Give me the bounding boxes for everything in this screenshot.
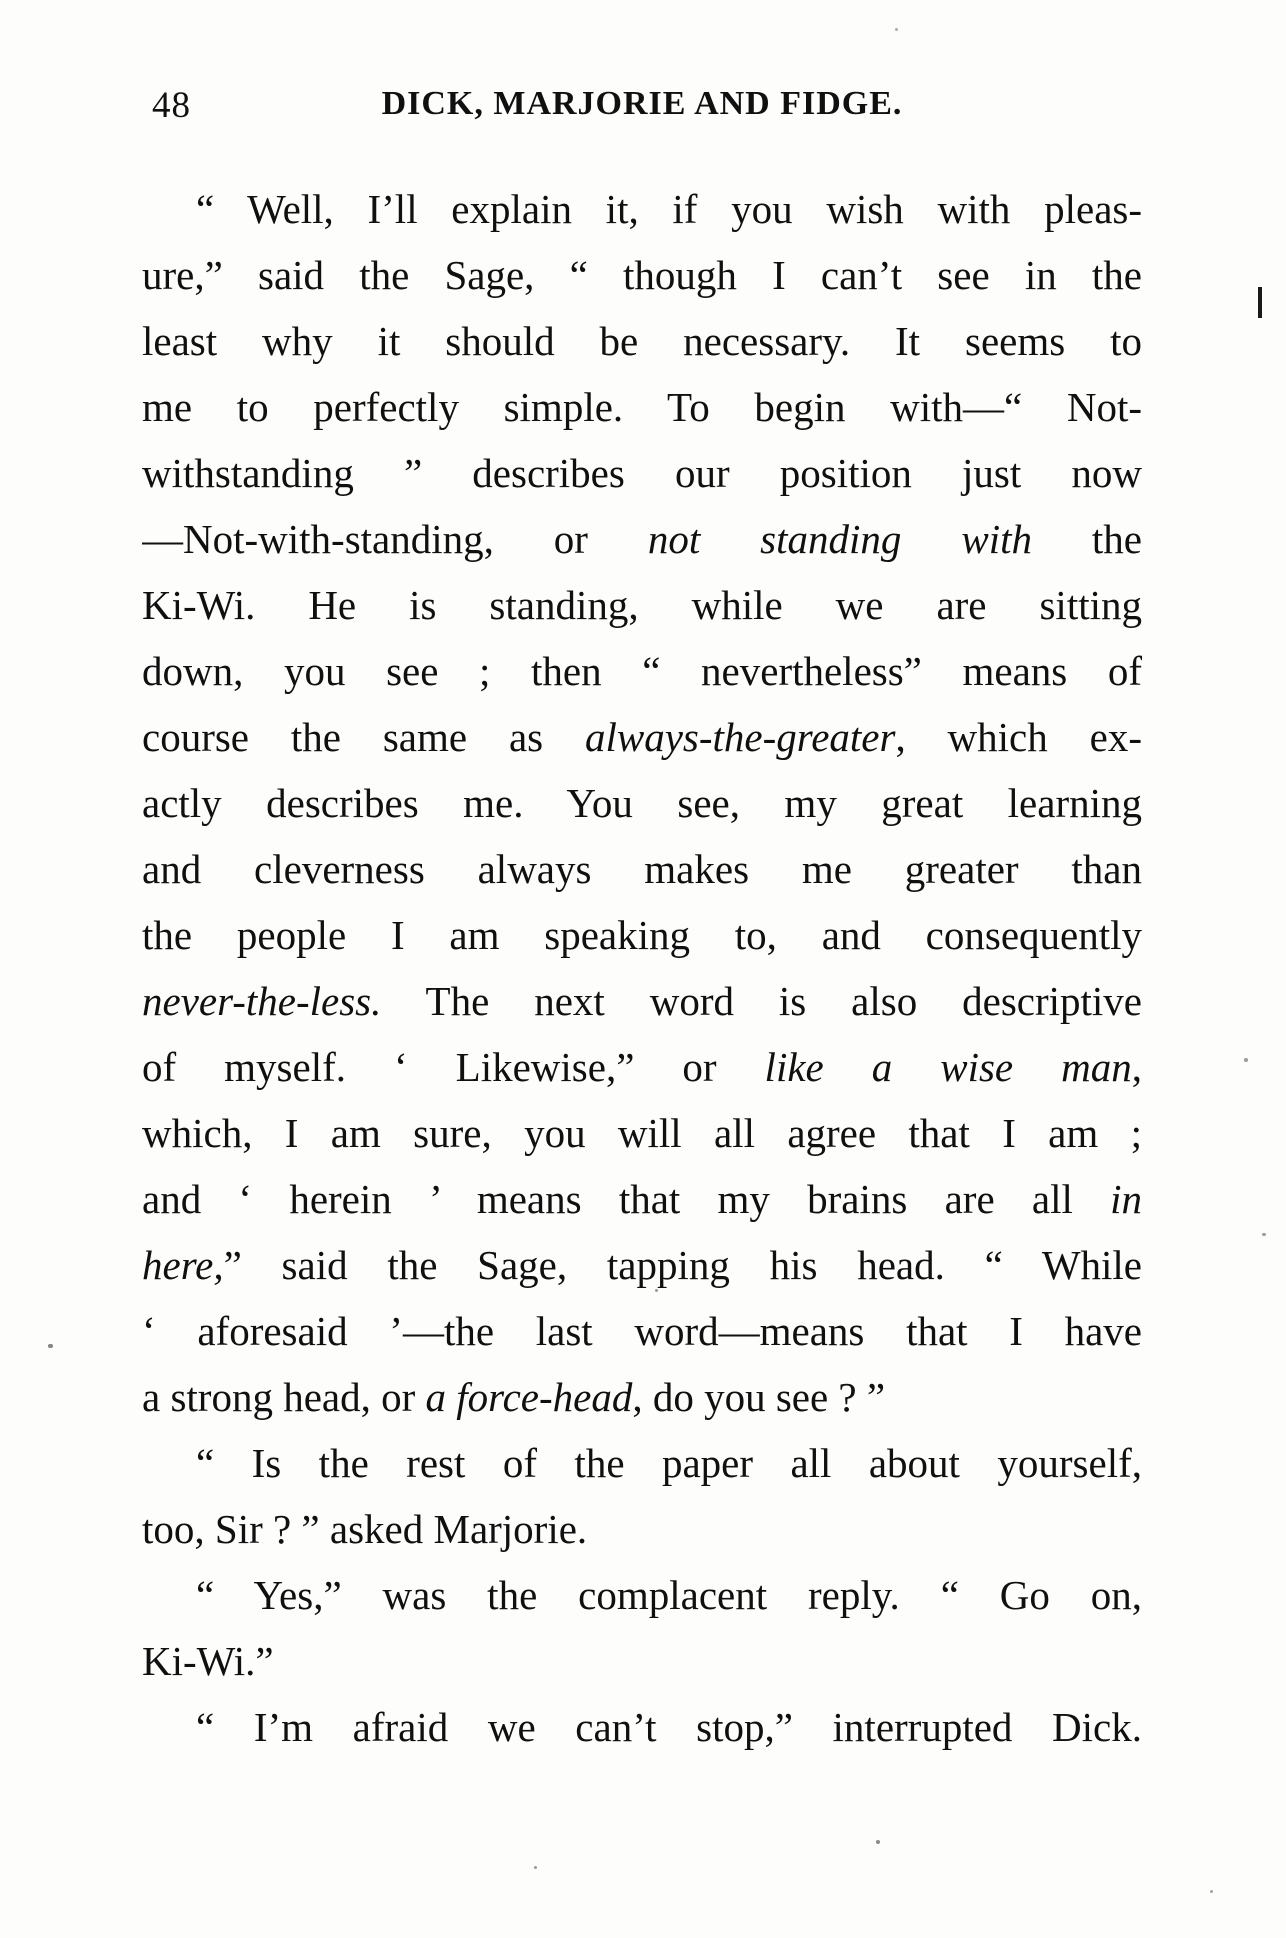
scan-speck [655,1289,658,1292]
text-line [142,506,1142,572]
text-run: , do you see ? ” [632,1374,886,1420]
text-line [142,1034,1142,1100]
text-line [142,902,1142,968]
text-run: a strong head, or [142,1374,426,1420]
text-run: The next word is also descriptive [381,978,1142,1024]
text-run: the [1031,516,1142,562]
text-run: ” said the Sage, tapping his head. “ While [223,1242,1142,1288]
text-run: and ‘ herein ’ means that my brains are all [142,1176,1111,1222]
italic-text: never-the-less. [142,978,382,1024]
scan-speck [534,1866,537,1869]
text-line [142,308,1142,374]
body-text [142,176,1142,1760]
text-run: —Not-with-standing, or [142,516,648,562]
text-line [142,704,1142,770]
text-run: “ I’m afraid we can’t stop,” interrupted Dick. [196,1704,1142,1750]
text-line [142,1166,1142,1232]
text-run: which, I am sure, you will all agree that I am ; [142,1110,1142,1156]
text-run: “ Yes,” was the complacent reply. “ Go on, [196,1572,1142,1618]
text-run: “ Is the rest of the paper all about yourself, [196,1440,1142,1486]
text-run: Ki-Wi.” [142,1638,274,1684]
text-line [142,968,1142,1034]
text-run: least why it should be necessary. It seems to [142,318,1142,364]
scan-speck [895,28,898,31]
text-line [142,836,1142,902]
text-line [142,1430,1142,1496]
text-line [142,1298,1142,1364]
running-title: DICK, MARJORIE AND FIDGE. [381,85,903,122]
text-line [142,638,1142,704]
scan-speck [1262,1233,1266,1236]
scan-stray-mark [1258,287,1262,318]
text-run: down, you see ; then “ nevertheless” means of [142,648,1142,694]
text-run: me to perfectly simple. To begin with—“ Not- [142,384,1142,430]
scan-speck [876,1840,880,1844]
italic-text: always-the-greater [584,714,896,760]
text-line [142,572,1142,638]
text-run: course the same as [142,714,585,760]
text-line [142,1232,1142,1298]
text-line [142,374,1142,440]
scan-speck [48,1344,53,1348]
italic-text: a force-head [425,1374,633,1420]
scan-speck [1244,1058,1248,1062]
text-run: actly describes me. You see, my great learning [142,780,1142,826]
scan-speck [1210,1890,1213,1893]
italic-text: not standing with [647,516,1032,562]
page-number: 48 [152,85,191,126]
text-line [142,176,1142,242]
text-line [142,1694,1142,1760]
italic-text: like a wise man [764,1044,1132,1090]
paragraph [142,1562,1142,1694]
text-run: too, Sir ? ” asked Marjorie. [142,1506,588,1552]
text-line [142,1100,1142,1166]
text-run: “ Well, I’ll explain it, if you wish with pleas- [196,186,1142,232]
text-line [142,770,1142,836]
text-run: and cleverness always makes me greater than [142,846,1142,892]
text-run: Ki-Wi. He is standing, while we are sitting [142,582,1142,628]
text-line [142,1496,1142,1562]
paragraph [142,176,1142,1430]
text-line [142,1562,1142,1628]
paragraph [142,1430,1142,1562]
text-line [142,1628,1142,1694]
italic-text: in [1110,1176,1142,1222]
text-run: the people I am speaking to, and consequently [142,912,1142,958]
page-header [142,84,1142,128]
text-run: ure,” said the Sage, “ though I can’t see in the [142,252,1142,298]
text-line [142,242,1142,308]
text-run: ‘ aforesaid ’—the last word—means that I have [142,1308,1142,1354]
text-run: of myself. ‘ Likewise,” or [142,1044,765,1090]
text-run: , which ex- [895,714,1142,760]
paragraph [142,1694,1142,1760]
text-line [142,440,1142,506]
italic-text: here, [142,1242,224,1288]
text-line [142,1364,1142,1430]
text-run: , [1131,1044,1142,1090]
text-run: withstanding ” describes our position just now [142,450,1142,496]
